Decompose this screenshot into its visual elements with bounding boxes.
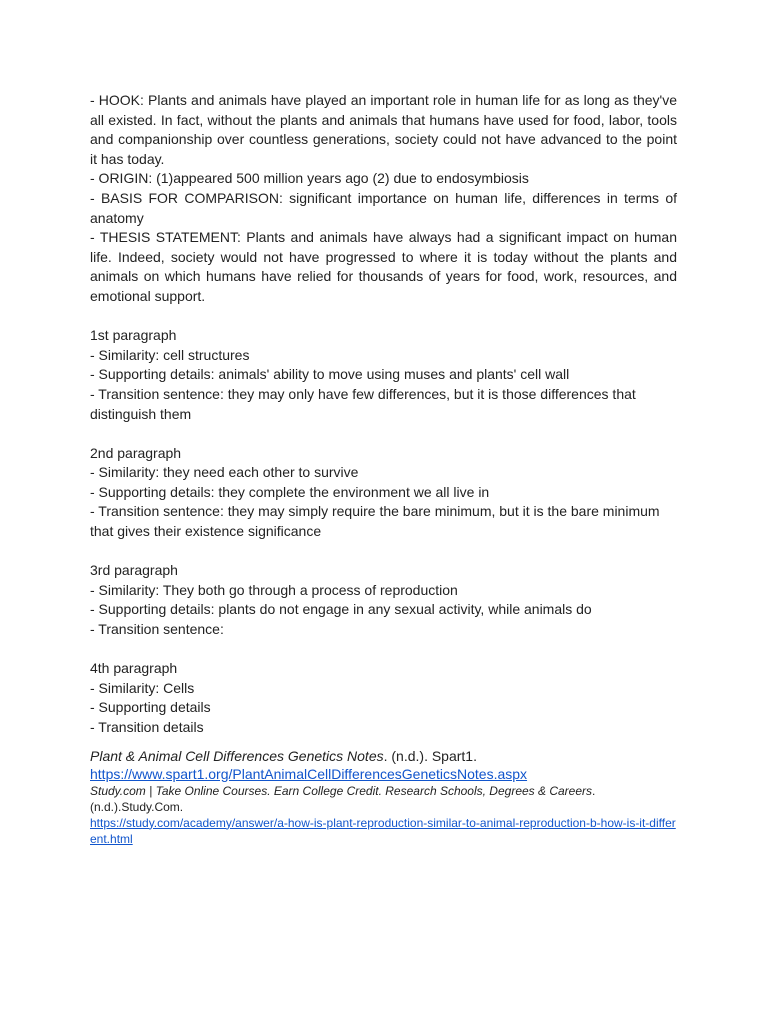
reference-meta: . (n.d.). Spart1. <box>383 747 477 764</box>
supporting-line: - Supporting details: animals' ability to move using muses and plants' cell wall <box>90 366 570 383</box>
hook-line: - HOOK: Plants and animals have played an important role in human life for as long as they've all existed. In fact, without the plants and animals that humans have used for food, labor, tools and companionship over countless generations, society could not have advanced to the point it has today. <box>90 92 677 167</box>
supporting-line: - Supporting details: plants do not engage in any sexual activity, while animals do <box>90 601 592 618</box>
essay-outline <box>90 91 677 847</box>
paragraph-heading: 2nd paragraph <box>90 444 182 461</box>
references <box>90 747 677 847</box>
reference-link[interactable]: https://www.spart1.org/PlantAnimalCellDifferencesGeneticsNotes.aspx <box>90 765 528 782</box>
supporting-line: - Supporting details: they complete the environment we all live in <box>90 483 490 500</box>
transition-line: - Transition sentence: they may simply require the bare minimum, but it is the bare minimum that gives their existence significance <box>90 503 660 540</box>
origin-line: - ORIGIN: (1)appeared 500 million years ago (2) due to endosymbiosis <box>90 170 529 187</box>
reference-meta: . (n.d.).Study.Com. <box>90 783 596 814</box>
transition-line: - Transition details <box>90 719 204 735</box>
supporting-line: - Supporting details <box>90 699 211 716</box>
similarity-line: - Similarity: They both go through a process of reproduction <box>90 581 458 598</box>
reference-title: Plant & Animal Cell Differences Genetics Notes <box>90 747 384 764</box>
reference-title: Study.com | Take Online Courses. Earn College Credit. Research Schools, Degrees & Careers <box>90 783 593 798</box>
similarity-line: - Similarity: they need each other to survive <box>90 464 359 481</box>
paragraph-heading: 3rd paragraph <box>90 562 178 579</box>
transition-line: - Transition sentence: they may only have few differences, but it is those differences that distinguish them <box>90 385 636 422</box>
similarity-line: - Similarity: Cells <box>90 679 195 696</box>
paragraph-heading: 4th paragraph <box>90 660 178 677</box>
reference-link[interactable]: https://study.com/academy/answer/a-how-is-plant-reproduction-similar-to-animal-reproduction-b-how-is-it-different.html <box>90 815 676 846</box>
reference-entry <box>90 747 677 783</box>
paragraph-heading: 1st paragraph <box>90 327 177 344</box>
reference-entry <box>90 783 677 847</box>
basis-line: - BASIS FOR COMPARISON: significant importance on human life, differences in terms of anatomy <box>90 189 677 226</box>
similarity-line: - Similarity: cell structures <box>90 346 250 363</box>
thesis-line: - THESIS STATEMENT: Plants and animals have always had a significant impact on human life. Indeed, society would not have progressed to where it is today without the plants and animals on which humans have relied for thousands of years for food, work, resources, and emotional support. <box>90 229 677 304</box>
transition-line: - Transition sentence: <box>90 621 224 638</box>
